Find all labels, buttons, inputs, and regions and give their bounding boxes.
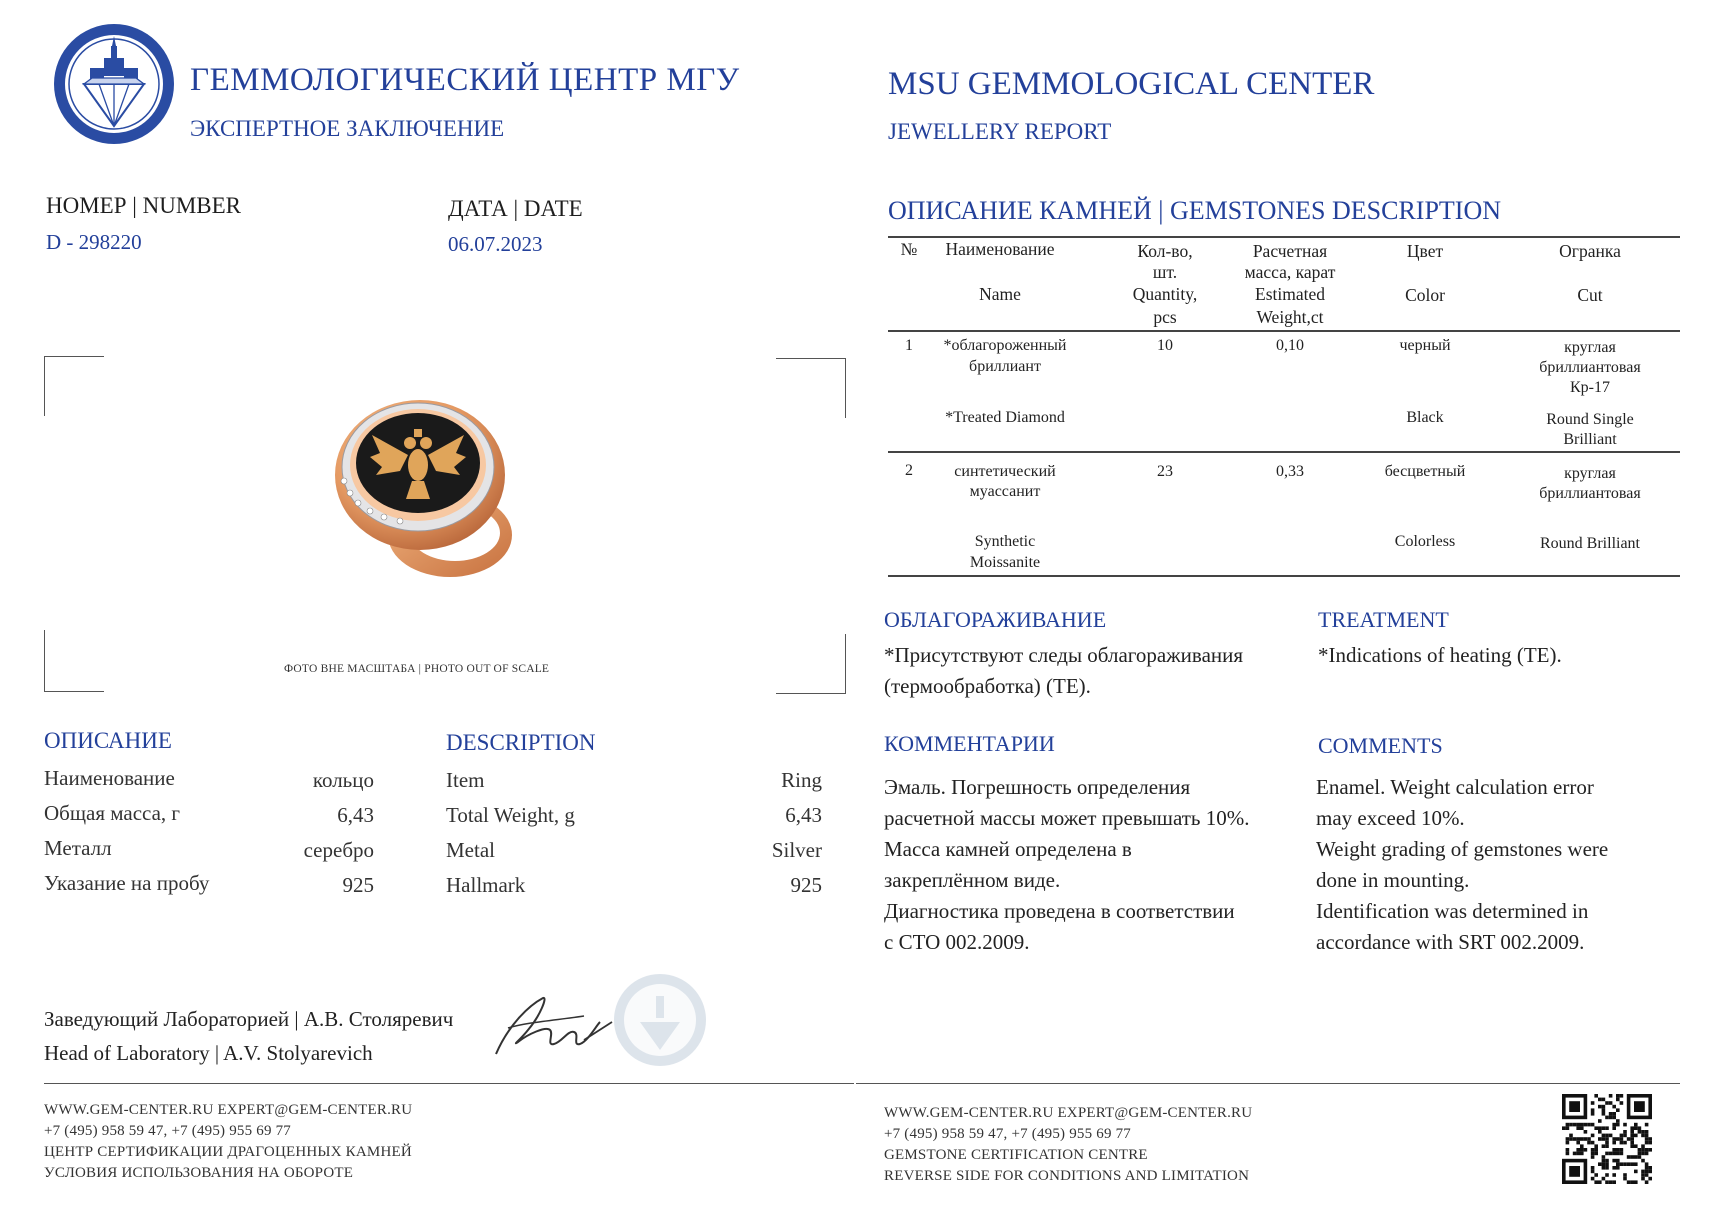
footer-ru-line-1: WWW.GEM-CENTER.RU EXPERT@GEM-CENTER.RU	[44, 1102, 413, 1118]
desc-en-value-4: 925	[790, 873, 822, 897]
row2-number: 2	[905, 462, 913, 479]
comments-en-line-5: Identification was determined in	[1316, 899, 1589, 923]
row1-cut-ru-1: круглая	[1564, 339, 1616, 356]
row2-qty: 23	[1157, 463, 1173, 480]
qr-code[interactable]	[1562, 1094, 1652, 1184]
footer-en-line-1: WWW.GEM-CENTER.RU EXPERT@GEM-CENTER.RU	[884, 1105, 1253, 1121]
treatment-title-ru: ОБЛАГОРАЖИВАНИЕ	[884, 607, 1107, 632]
description-title-en: DESCRIPTION	[446, 730, 596, 755]
th-weight-en-2: Weight,ct	[1256, 307, 1324, 327]
row1-name-en: *Treated Diamond	[945, 409, 1065, 426]
row2-name-en-1: Synthetic	[974, 533, 1036, 550]
comments-en-line-4: done in mounting.	[1316, 868, 1470, 892]
th-weight-ru-1: Расчетная	[1252, 241, 1328, 261]
report-number-value: D - 298220	[46, 230, 142, 254]
th-weight-en-1: Estimated	[1255, 284, 1325, 304]
desc-ru-value-2: 6,43	[337, 803, 374, 827]
header-subtitle-en: JEWELLERY REPORT	[888, 119, 1112, 144]
header-title-en: MSU GEMMOLOGICAL CENTER	[888, 66, 1375, 102]
signature-line-ru: Заведующий Лабораторией | А.В. Столяревич	[44, 1007, 454, 1031]
seal-stamp	[612, 972, 708, 1068]
treatment-title-en: TREATMENT	[1318, 607, 1449, 632]
comments-ru-line-4: закреплённом виде.	[884, 868, 1061, 892]
comments-ru-line-3: Масса камней определена в	[884, 837, 1132, 861]
th-weight-ru-2: масса, карат	[1244, 262, 1336, 282]
th-number: №	[900, 239, 918, 259]
row2-cut-ru-2: бриллиантовая	[1539, 485, 1641, 502]
row2-name-en-2: Moissanite	[969, 554, 1041, 571]
row1-cut-en-2: Brilliant	[1563, 431, 1617, 448]
photo-frame-corner-bl	[44, 630, 104, 692]
report-number-label: НОМЕР | NUMBER	[46, 193, 242, 218]
treatment-text-en: *Indications of heating (TE).	[1318, 643, 1562, 667]
row2-color-ru: бесцветный	[1384, 463, 1466, 480]
qr-code-graphic	[1562, 1094, 1652, 1184]
comments-ru-line-6: с СТО 002.2009.	[884, 930, 1030, 954]
comments-title-en: COMMENTS	[1318, 733, 1443, 758]
report-date-value: 06.07.2023	[448, 232, 543, 256]
description-title-ru: ОПИСАНИЕ	[44, 728, 172, 753]
msu-logo	[52, 22, 176, 146]
footer-en-line-2: +7 (495) 958 59 47, +7 (495) 955 69 77	[884, 1126, 1131, 1142]
photo-caption: ФОТО ВНЕ МАСШТАБА | PHOTO OUT OF SCALE	[284, 663, 550, 675]
comments-ru-line-1: Эмаль. Погрешность определения	[884, 775, 1191, 799]
signature-line-en: Head of Laboratory | A.V. Stolyarevich	[44, 1041, 373, 1065]
header-title-ru: ГЕММОЛОГИЧЕСКИЙ ЦЕНТР МГУ	[190, 62, 740, 98]
row1-cut-ru-2: бриллиантовая	[1539, 359, 1641, 376]
row1-name-ru-2: бриллиант	[969, 358, 1041, 375]
comments-en-line-6: accordance with SRT 002.2009.	[1316, 930, 1585, 954]
th-cut-en: Cut	[1577, 285, 1603, 305]
footer-en-line-4: REVERSE SIDE FOR CONDITIONS AND LIMITATION	[884, 1168, 1250, 1184]
ring-photo	[320, 385, 530, 595]
th-name-ru: Наименование	[945, 239, 1055, 259]
comments-ru-line-5: Диагностика проведена в соответствии	[884, 899, 1235, 923]
comments-en-line-2: may exceed 10%.	[1316, 806, 1465, 830]
footer-ru-line-2: +7 (495) 958 59 47, +7 (495) 955 69 77	[44, 1123, 291, 1139]
footer-ru-line-3: ЦЕНТР СЕРТИФИКАЦИИ ДРАГОЦЕННЫХ КАМНЕЙ	[44, 1144, 412, 1160]
th-name-en: Name	[979, 284, 1021, 304]
th-qty-en-2: pcs	[1153, 307, 1177, 327]
desc-ru-label-3: Металл	[44, 836, 112, 860]
footer-ru-line-4: УСЛОВИЯ ИСПОЛЬЗОВАНИЯ НА ОБОРОТЕ	[44, 1165, 354, 1181]
th-qty-ru-1: Кол-во,	[1137, 241, 1193, 261]
footer-rule-right	[856, 1083, 1680, 1084]
desc-en-label-4: Hallmark	[446, 873, 526, 897]
gemstones-title: ОПИСАНИЕ КАМНЕЙ | GEMSTONES DESCRIPTION	[888, 196, 1502, 225]
desc-en-value-2: 6,43	[785, 803, 822, 827]
comments-en-line-3: Weight grading of gemstones were	[1316, 837, 1609, 861]
desc-ru-label-2: Общая масса, г	[44, 801, 181, 825]
row1-qty: 10	[1157, 337, 1173, 354]
desc-ru-label-4: Указание на пробу	[44, 871, 210, 895]
comments-en-line-1: Enamel. Weight calculation error	[1316, 775, 1594, 799]
photo-frame-corner-tl	[44, 356, 104, 416]
th-cut-ru: Огранка	[1559, 241, 1621, 261]
photo-frame-corner-br	[776, 634, 846, 694]
table-rule-bottom	[888, 575, 1680, 577]
handwritten-signature	[488, 986, 618, 1066]
row1-name-ru-1: *облагороженный	[943, 337, 1067, 354]
row1-cut-ru-3: Кр-17	[1570, 379, 1610, 396]
desc-ru-label-1: Наименование	[44, 766, 175, 790]
report-date-label: ДАТА | DATE	[448, 196, 583, 221]
row2-weight: 0,33	[1276, 463, 1304, 480]
th-color-en: Color	[1405, 285, 1445, 305]
table-rule-header	[888, 330, 1680, 332]
row2-color-en: Colorless	[1394, 533, 1456, 550]
header-subtitle-ru: ЭКСПЕРТНОЕ ЗАКЛЮЧЕНИЕ	[190, 116, 505, 141]
comments-ru-line-2: расчетной массы может превышать 10%.	[884, 806, 1250, 830]
row2-name-ru-2: муассанит	[969, 483, 1041, 500]
table-rule-row1	[888, 451, 1680, 453]
comments-title-ru: КОММЕНТАРИИ	[884, 731, 1055, 756]
treatment-text-ru-2: (термообработка) (ТЕ).	[884, 674, 1091, 698]
row1-color-ru: черный	[1399, 337, 1451, 354]
desc-ru-value-1: кольцо	[312, 768, 374, 792]
row1-weight: 0,10	[1276, 337, 1304, 354]
desc-en-label-3: Metal	[446, 838, 495, 862]
desc-ru-value-3: серебро	[303, 838, 374, 862]
desc-en-label-2: Total Weight, g	[446, 803, 575, 827]
desc-en-value-1: Ring	[781, 768, 822, 792]
row2-name-ru-1: синтетический	[954, 463, 1056, 480]
row2-cut-ru-1: круглая	[1564, 465, 1616, 482]
footer-rule-left	[44, 1083, 854, 1084]
row1-number: 1	[905, 337, 913, 354]
th-qty-en-1: Quantity,	[1132, 284, 1198, 304]
desc-ru-value-4: 925	[342, 873, 374, 897]
row2-cut-en: Round Brilliant	[1540, 535, 1640, 552]
th-qty-ru-2: шт.	[1152, 262, 1178, 282]
row1-color-en: Black	[1406, 409, 1444, 426]
desc-en-value-3: Silver	[771, 838, 822, 862]
th-color-ru: Цвет	[1406, 241, 1444, 261]
row1-cut-en-1: Round Single	[1546, 411, 1634, 428]
footer-en-line-3: GEMSTONE CERTIFICATION CENTRE	[884, 1147, 1148, 1163]
desc-en-label-1: Item	[446, 768, 485, 792]
treatment-text-ru-1: *Присутствуют следы облагораживания	[884, 643, 1244, 667]
photo-frame-corner-tr	[776, 358, 846, 418]
